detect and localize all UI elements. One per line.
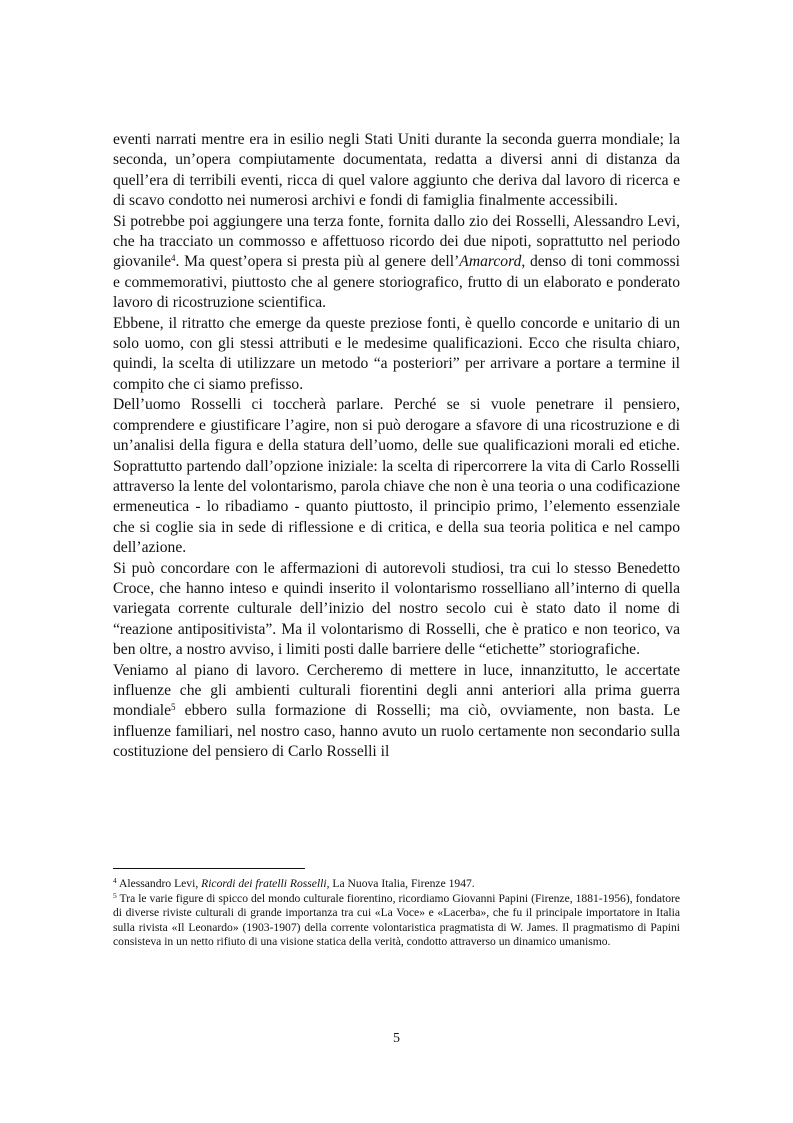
paragraph-text: Dell’uomo Rosselli ci toccherà parlare. Perché se si vuole penetrare il pensiero, comprendere e giustificare l’agire, non si può derogare a sfavore di una ricostruzione e di un’analisi della figura e della statura dell’uomo, delle sue qualificazioni morali ed etiche. Soprattutto partendo dall’opzione iniziale: la scelta di ripercorrere la vita di Carlo Rosselli attraverso la lente del volontarismo, parola chiave che non è una teoria o una codificazione ermeneutica - lo ribadiamo - quanto piuttosto, il principio primo, l’elemento essenziale che si coglie sia in sede di riflessione e di critica, e della sua teoria politica e nel campo dell’azione. bbox=[113, 396, 680, 557]
paragraph-text: ebbero sulla formazione di Rosselli; ma ciò, ovviamente, non basta. Le influenze familiari, nel nostro caso, hanno avuto un ruolo certamente non secondario sulla costituzione del pensiero di Carlo Rosselli il bbox=[113, 702, 680, 761]
footnote-text: Alessandro Levi, bbox=[116, 877, 202, 890]
footnote-5 bbox=[113, 892, 680, 950]
paragraph-3 bbox=[113, 314, 680, 396]
book-title: Ricordi dei fratelli Rosselli bbox=[201, 877, 327, 890]
paragraph-4 bbox=[113, 395, 680, 558]
paragraph-text: Si potrebbe poi aggiungere una terza fonte, fornita dallo zio dei Rosselli, Alessandro Levi, che ha tracciato un commosso e affettuoso ricordo dei due nipoti, soprattutto nel periodo giovanile bbox=[113, 212, 680, 271]
paragraph-2 bbox=[113, 212, 680, 314]
footnote-divider bbox=[113, 868, 305, 869]
footnote-number: 5 bbox=[113, 890, 117, 900]
page-number: 5 bbox=[393, 1031, 400, 1046]
body-text bbox=[113, 130, 680, 763]
italic-term: Amarcord bbox=[459, 253, 522, 271]
footnotes bbox=[113, 877, 680, 950]
footnote-text: , La Nuova Italia, Firenze 1947. bbox=[326, 877, 475, 890]
paragraph-text: . Ma quest’opera si presta più al genere dell’ bbox=[175, 253, 460, 271]
page-body bbox=[113, 130, 680, 763]
paragraph-5 bbox=[113, 559, 680, 661]
paragraph-text: Ebbene, il ritratto che emerge da queste preziose fonti, è quello concorde e unitario di un solo uomo, con gli stessi attributi e le medesime qualificazioni. Ecco che risulta chiaro, quindi, la scelta di utilizzare un metodo “a posteriori” per arrivare a portare a termine il compito che ci siamo prefisso. bbox=[113, 314, 680, 393]
paragraph-text: eventi narrati mentre era in esilio negli Stati Uniti durante la seconda guerra mondiale; la seconda, un’opera compiutamente documentata, redatta a diversi anni di distanza da quell’era di terribili eventi, ricca di quel valore aggiunto che deriva dal lavoro di ricerca e di scavo condotto nei numerosi archivi e fondi di famiglia finalmente accessibili. bbox=[113, 131, 680, 210]
paragraph-1 bbox=[113, 130, 680, 212]
paragraph-6 bbox=[113, 661, 680, 763]
footnote-ref-5[interactable]: 5 bbox=[171, 702, 176, 713]
paragraph-text: Veniamo al piano di lavoro. Cercheremo di mettere in luce, innanzitutto, le accertate influenze che gli ambienti culturali fiorentini degli anni anteriori alla prima guerra mondiale bbox=[113, 661, 680, 720]
paragraph-text: Si può concordare con le affermazioni di autorevoli studiosi, tra cui lo stesso Benedetto Croce, che hanno inteso e quindi inserito il volontarismo rosselliano all’interno di quella variegata corrente culturale dell’inizio del nostro secolo cui è stato dato il nome di “reazione antipositivista”. Ma il volontarismo di Rosselli, che è pratico e non teorico, va ben oltre, a nostro avviso, i limiti posti dalle barriere delle “etichette” storiografiche. bbox=[113, 559, 680, 659]
footnote-number: 4 bbox=[113, 876, 117, 885]
footnote-ref-4[interactable]: 4 bbox=[171, 253, 176, 264]
paragraph-text: , denso di toni commossi e commemorativi, piuttosto che al genere storiografico, frutto di un elaborato e ponderato lavoro di ricostruzione scientifica. bbox=[113, 253, 680, 312]
footnote-4 bbox=[113, 877, 680, 892]
footnote-text: Tra le varie figure di spicco del mondo culturale fiorentino, ricordiamo Giovanni Papini (Firenze, 1881-1956), fondatore di diverse riviste culturali di grande importanza tra cui «La Voce» e «Lacerba», che fu il principale importatore in Italia sulla rivista «Il Leonardo» (1903-1907) della corrente volontaristica pragmatista di W. James. Il pragmatismo di Papini consisteva in un netto rifiuto di una visione statica della verità, condotto attraverso un dinamico umanismo. bbox=[113, 891, 680, 949]
